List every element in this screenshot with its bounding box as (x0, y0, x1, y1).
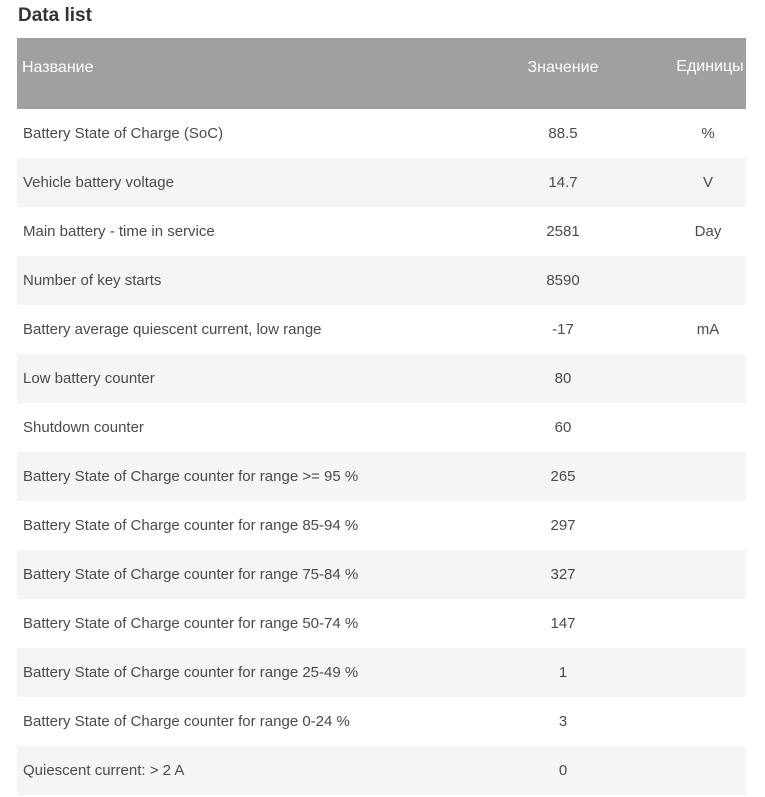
cell-name: Low battery counter (23, 370, 155, 387)
table-row (17, 158, 746, 207)
table-row (17, 403, 746, 452)
cell-name: Shutdown counter (23, 419, 144, 436)
cell-value: 0 (558, 762, 568, 779)
table-row (17, 207, 746, 256)
table-header (17, 38, 746, 109)
cell-value: 3 (558, 713, 568, 730)
cell-unit: mA (696, 321, 720, 338)
table-row (17, 305, 746, 354)
table-row (17, 256, 746, 305)
cell-name: Battery State of Charge counter for range 85-94 % (23, 517, 359, 534)
column-header-value: Значение (527, 59, 599, 76)
cell-value: 60 (554, 419, 572, 436)
page-title: Data list (18, 5, 92, 26)
column-header-unit: Единицы (676, 58, 744, 75)
cell-value: 88.5 (548, 125, 578, 142)
table-row (17, 452, 746, 501)
cell-name: Battery State of Charge (SoC) (23, 125, 224, 142)
cell-name: Number of key starts (23, 272, 162, 289)
cell-name: Battery State of Charge counter for range 75-84 % (23, 566, 359, 583)
cell-value: 2581 (546, 223, 580, 240)
table-row (17, 697, 746, 746)
cell-name: Quiescent current: > 2 A (23, 762, 185, 779)
cell-unit: % (701, 125, 715, 142)
cell-value: -17 (552, 321, 574, 338)
table-row (17, 648, 746, 697)
cell-value: 265 (550, 468, 576, 485)
cell-name: Battery State of Charge counter for range >= 95 % (23, 468, 359, 485)
cell-value: 80 (554, 370, 572, 387)
cell-name: Battery State of Charge counter for range 25-49 % (23, 664, 359, 681)
data-table (17, 38, 746, 795)
cell-unit: Day (694, 223, 722, 240)
cell-value: 147 (550, 615, 576, 632)
table-row (17, 746, 746, 795)
cell-unit: V (702, 174, 713, 191)
cell-value: 327 (550, 566, 576, 583)
cell-value: 8590 (546, 272, 580, 289)
cell-name: Battery State of Charge counter for range 0-24 % (23, 713, 350, 730)
cell-name: Main battery - time in service (23, 223, 215, 240)
table-row (17, 550, 746, 599)
cell-value: 14.7 (548, 174, 578, 191)
table-row (17, 501, 746, 550)
table-body (17, 109, 746, 795)
cell-name: Vehicle battery voltage (23, 174, 174, 191)
cell-value: 297 (550, 517, 576, 534)
table-row (17, 599, 746, 648)
cell-name: Battery average quiescent current, low range (23, 321, 322, 338)
cell-value: 1 (558, 664, 568, 681)
table-row (17, 354, 746, 403)
cell-name: Battery State of Charge counter for range 50-74 % (23, 615, 359, 632)
table-row (17, 109, 746, 158)
column-header-name: Название (22, 59, 94, 76)
